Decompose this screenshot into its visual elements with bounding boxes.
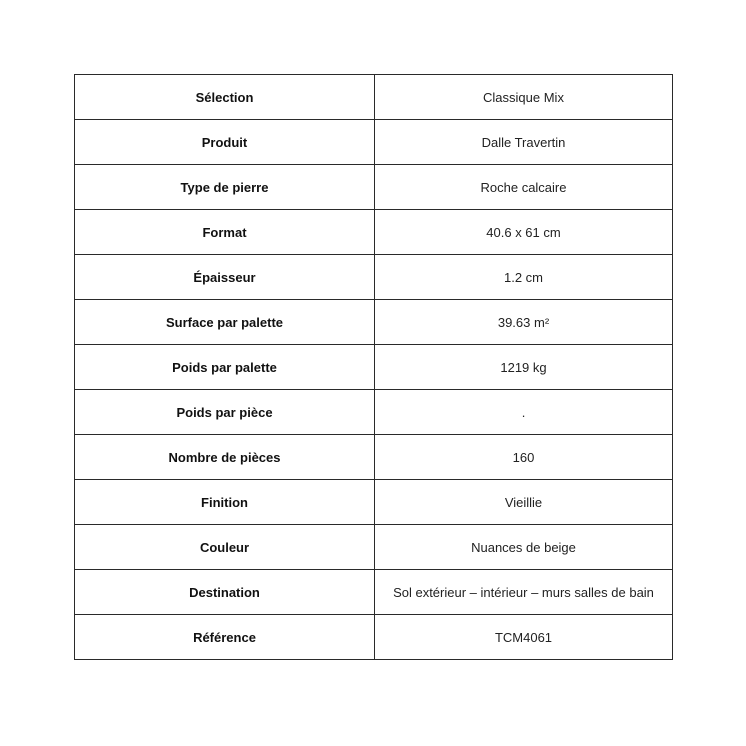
table-row: [75, 345, 673, 390]
row-label: Format: [75, 210, 375, 255]
row-label: Sélection: [75, 75, 375, 120]
row-value: Roche calcaire: [375, 165, 673, 210]
row-value: Dalle Travertin: [375, 120, 673, 165]
row-value: 39.63 m²: [375, 300, 673, 345]
row-label: Épaisseur: [75, 255, 375, 300]
table-row: [75, 75, 673, 120]
table-row: [75, 435, 673, 480]
row-label: Poids par pièce: [75, 390, 375, 435]
row-value: Nuances de beige: [375, 525, 673, 570]
row-label: Finition: [75, 480, 375, 525]
row-value: 1219 kg: [375, 345, 673, 390]
row-value: Sol extérieur – intérieur – murs salles de bain: [375, 570, 673, 615]
table-row: [75, 165, 673, 210]
row-label: Référence: [75, 615, 375, 660]
row-label: Destination: [75, 570, 375, 615]
table-row: [75, 480, 673, 525]
row-value: .: [375, 390, 673, 435]
row-value: 40.6 x 61 cm: [375, 210, 673, 255]
table-row: [75, 300, 673, 345]
row-value: 160: [375, 435, 673, 480]
row-value: 1.2 cm: [375, 255, 673, 300]
row-value: Classique Mix: [375, 75, 673, 120]
table-row: [75, 390, 673, 435]
row-label: Surface par palette: [75, 300, 375, 345]
table-row: [75, 570, 673, 615]
row-label: Poids par palette: [75, 345, 375, 390]
table-row: [75, 120, 673, 165]
row-value: Vieillie: [375, 480, 673, 525]
row-label: Produit: [75, 120, 375, 165]
row-label: Nombre de pièces: [75, 435, 375, 480]
row-label: Couleur: [75, 525, 375, 570]
table-row: [75, 255, 673, 300]
table-row: [75, 210, 673, 255]
table-row: [75, 615, 673, 660]
table-row: [75, 525, 673, 570]
product-spec-table: [74, 74, 673, 660]
row-label: Type de pierre: [75, 165, 375, 210]
row-value: TCM4061: [375, 615, 673, 660]
